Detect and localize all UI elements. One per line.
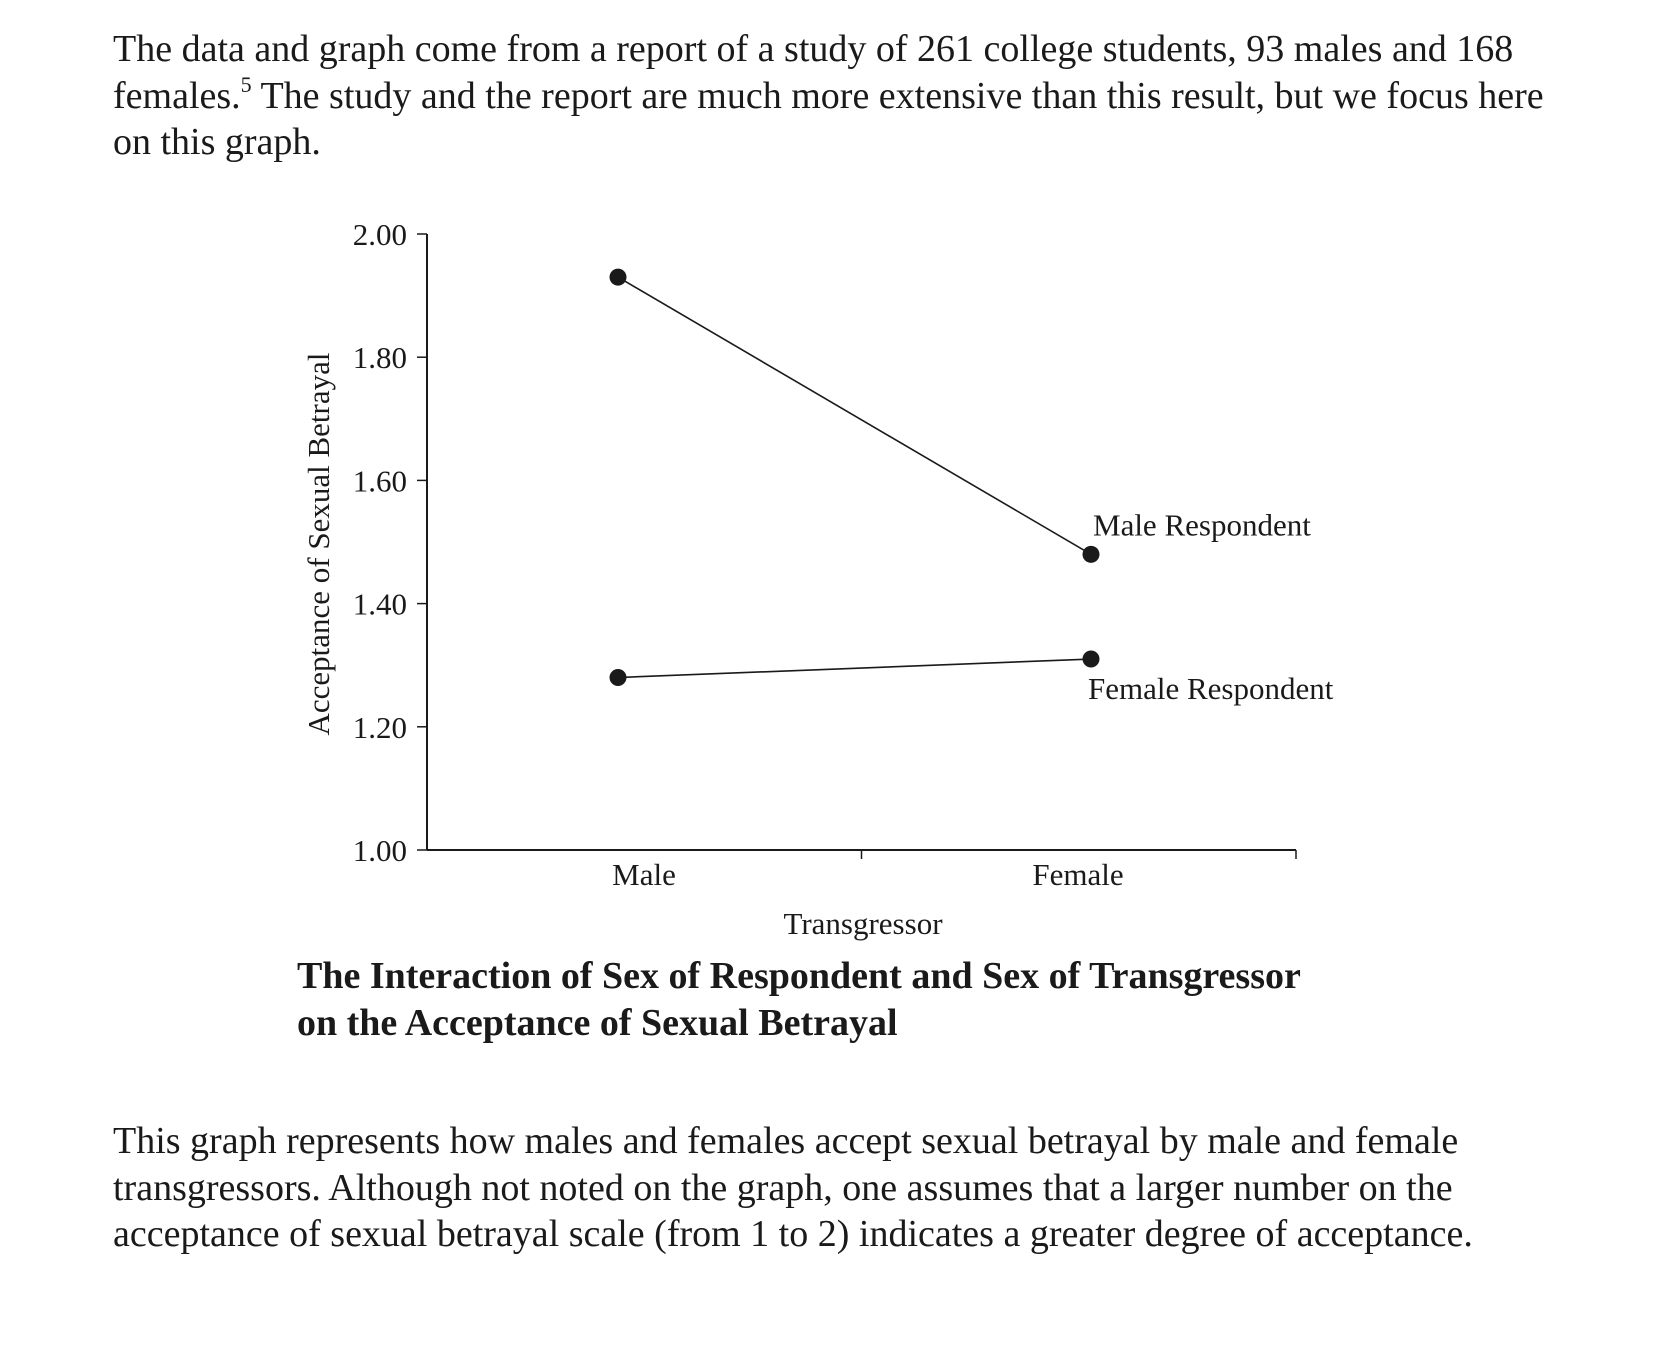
- x-tick-label-1: Female: [1032, 857, 1124, 892]
- y-tick-label-4: 1.80: [352, 340, 407, 376]
- x-tick-label-0: Male: [612, 857, 676, 892]
- intro-text-before: The data and graph come from a report of a study of 261 college students, 93 males and 168 females.: [113, 28, 1514, 117]
- outro-paragraph: This graph represents how males and females accept sexual betrayal by male and female transgressors. Although not noted on the graph, one assumes that a larger number on the acceptance of sexual betrayal scale (from 1 to 2) indicates a greater degree of acceptance.: [113, 1120, 1473, 1255]
- series-label-0: Male Respondent: [1093, 507, 1311, 543]
- y-tick-label-0: 1.00: [352, 833, 407, 868]
- x-axis-title: Transgressor: [783, 906, 943, 941]
- caption-line-1: The Interaction of Sex of Respondent and Sex of Transgressor: [297, 955, 1301, 997]
- y-axis-title: Acceptance of Sexual Betrayal: [301, 352, 336, 736]
- series-line-1: [618, 659, 1091, 677]
- y-tick-label-1: 1.20: [352, 709, 407, 745]
- caption-line-2: on the Acceptance of Sexual Betrayal: [297, 1001, 898, 1044]
- series-line-0: [618, 277, 1091, 554]
- data-point-1-1: [1083, 651, 1100, 668]
- intro-text-after: The study and the report are much more extensive than this result, but we focus here on this graph.: [113, 74, 1544, 163]
- y-tick-label-3: 1.60: [352, 463, 407, 499]
- chart-caption: [297, 953, 1497, 1046]
- series-label-1: Female Respondent: [1088, 671, 1334, 707]
- data-point-0-1: [1083, 546, 1100, 563]
- y-tick-label-5: 2.00: [352, 217, 407, 252]
- data-point-1-0: [610, 669, 627, 686]
- data-point-0-0: [610, 269, 627, 286]
- y-tick-label-2: 1.40: [352, 586, 407, 622]
- footnote-marker: 5: [240, 71, 252, 97]
